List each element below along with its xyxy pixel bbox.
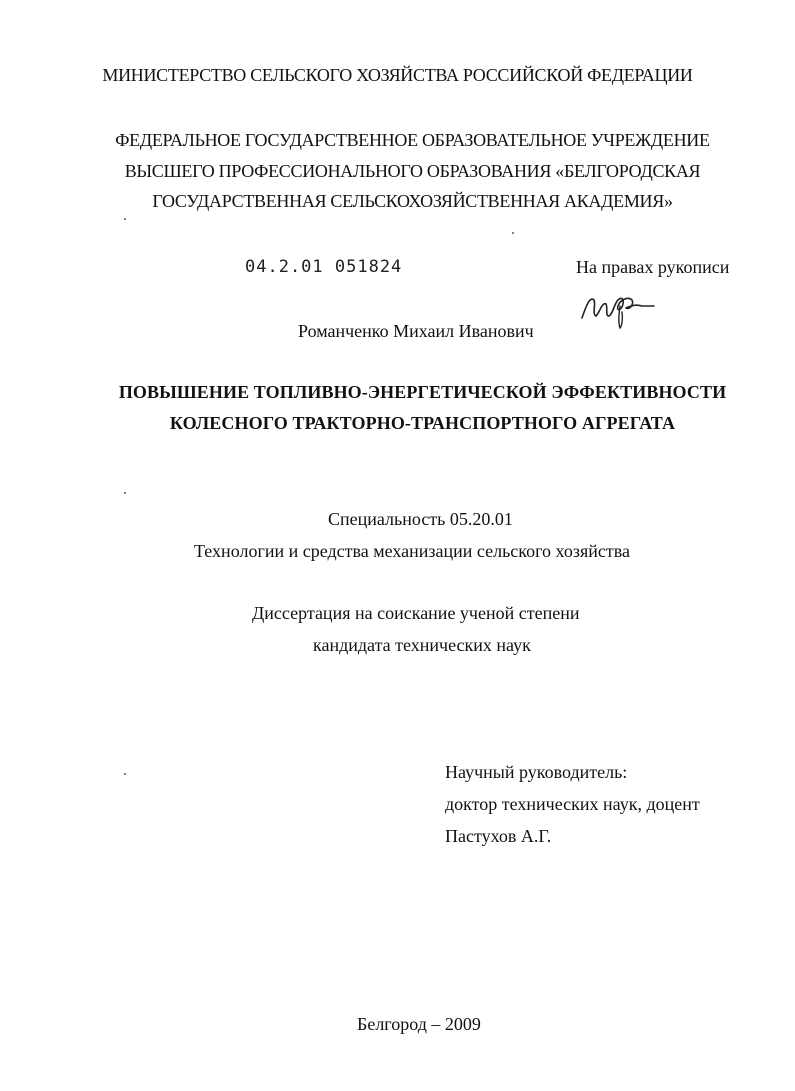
ministry-heading: МИНИСТЕРСТВО СЕЛЬСКОГО ХОЗЯЙСТВА РОССИЙСКОЙ ФЕДЕРАЦИИ bbox=[102, 65, 693, 85]
author-name: Романченко Михаил Иванович bbox=[298, 321, 534, 341]
specialty-name: Технологии и средства механизации сельского хозяйства bbox=[194, 541, 630, 561]
supervisor-label: Научный руководитель: bbox=[445, 762, 628, 782]
scan-speck bbox=[124, 218, 126, 220]
specialty-code: Специальность 05.20.01 bbox=[328, 509, 513, 529]
institution-line-1: ФЕДЕРАЛЬНОЕ ГОСУДАРСТВЕННОЕ ОБРАЗОВАТЕЛЬНОЕ УЧРЕЖДЕНИЕ bbox=[115, 130, 710, 150]
supervisor-name: Пастухов А.Г. bbox=[445, 826, 552, 846]
institution-line-2: ВЫСШЕГО ПРОФЕССИОНАЛЬНОГО ОБРАЗОВАНИЯ «БЕЛГОРОДСКАЯ bbox=[124, 161, 701, 181]
registration-number: 04.2.01 051824 bbox=[245, 257, 403, 277]
manuscript-note: На правах рукописи bbox=[576, 257, 730, 277]
supervisor-degree: доктор технических наук, доцент bbox=[445, 794, 700, 814]
dissertation-title-line-1: ПОВЫШЕНИЕ ТОПЛИВНО-ЭНЕРГЕТИЧЕСКОЙ ЭФФЕКТИВНОСТИ bbox=[118, 382, 727, 402]
dissertation-title-line-2: КОЛЕСНОГО ТРАКТОРНО-ТРАНСПОРТНОГО АГРЕГАТА bbox=[169, 413, 676, 433]
scan-speck bbox=[124, 492, 126, 494]
scan-speck bbox=[512, 232, 514, 234]
institution-line-3: ГОСУДАРСТВЕННАЯ СЕЛЬСКОХОЗЯЙСТВЕННАЯ АКАДЕМИЯ» bbox=[152, 191, 673, 211]
author-signature bbox=[578, 282, 658, 332]
degree-line-2: кандидата технических наук bbox=[313, 635, 531, 655]
city-year: Белгород – 2009 bbox=[357, 1014, 481, 1034]
scan-speck bbox=[124, 773, 126, 775]
degree-line-1: Диссертация на соискание ученой степени bbox=[252, 603, 580, 623]
